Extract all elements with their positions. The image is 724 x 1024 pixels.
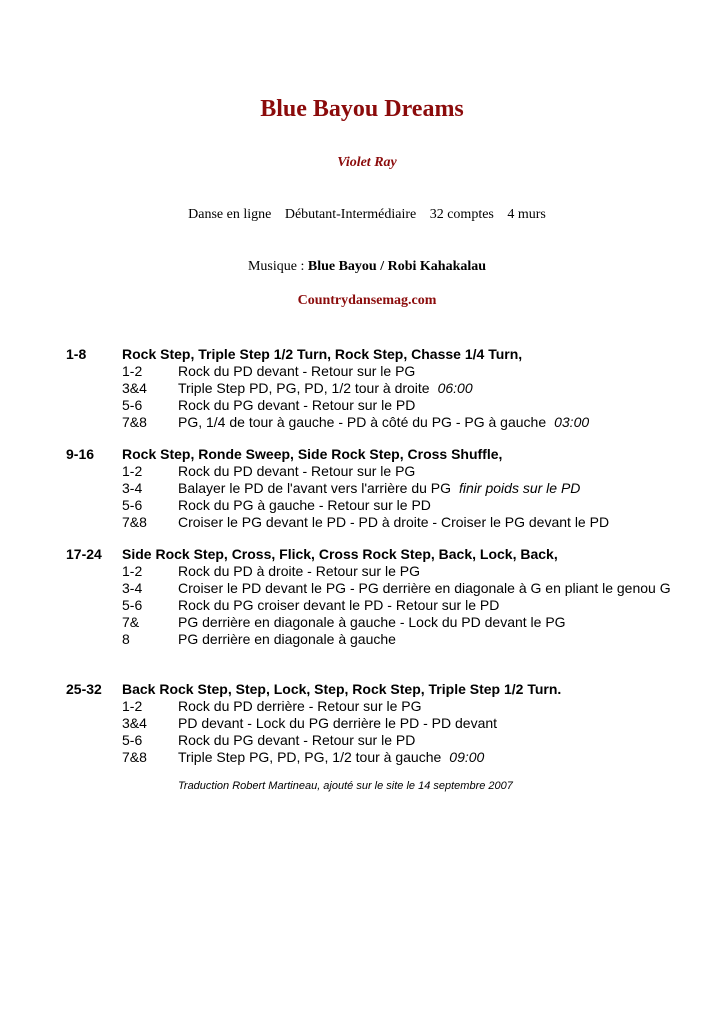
step-row [66,514,686,531]
step-note: finir poids sur le PD [459,480,581,496]
translation-credit: Traduction Robert Martineau, ajouté sur le site le 14 septembre 2007 [178,780,513,792]
section-title: Back Rock Step, Step, Lock, Step, Rock Step, Triple Step 1/2 Turn. [122,681,562,697]
section-25-32 [66,681,686,766]
step-row [66,698,686,715]
step-text: PD devant - Lock du PG derrière le PD - PD devant [178,715,498,731]
step-count: 5-6 [122,397,143,413]
section-heading [66,681,686,698]
step-text: PG, 1/4 de tour à gauche - PD à côté du PG - PG à gauche [178,414,547,430]
document-title: Blue Bayou Dreams [260,96,464,122]
music-line [0,259,724,275]
step-count: 3-4 [122,580,143,596]
section-17-24 [66,546,686,648]
step-count: 3&4 [122,715,147,731]
dance-walls: 4 murs [507,207,546,222]
section-counts: 17-24 [66,546,102,562]
site-name: Countrydansemag.com [297,293,437,308]
step-row [66,749,686,766]
step-count: 5-6 [122,497,143,513]
step-count: 5-6 [122,597,143,613]
music-label: Musique : [247,259,305,274]
step-text: Croiser le PG devant le PD - PD à droite - Croiser le PG devant le PD [178,514,610,530]
step-direction: 06:00 [437,380,473,396]
section-counts: 1-8 [66,346,87,362]
step-direction: 03:00 [554,414,590,430]
section-title: Side Rock Step, Cross, Flick, Cross Rock Step, Back, Lock, Back, [122,546,558,562]
step-row [66,397,686,414]
step-count: 1-2 [122,698,143,714]
step-count: 1-2 [122,363,143,379]
author-name: Violet Ray [337,155,397,170]
step-text: Triple Step PG, PD, PG, 1/2 tour à gauche [178,749,442,765]
step-text: Rock du PG devant - Retour sur le PD [178,397,416,413]
step-row [66,631,686,648]
step-row [66,563,686,580]
step-row [66,480,686,497]
section-title: Rock Step, Triple Step 1/2 Turn, Rock Step, Chasse 1/4 Turn, [122,346,523,362]
step-row [66,497,686,514]
step-text: Rock du PD à droite - Retour sur le PG [178,563,420,579]
dance-info [0,207,724,223]
section-9-16 [66,446,686,531]
step-row [66,597,686,614]
step-text: Rock du PD devant - Retour sur le PG [178,363,416,379]
step-count: 8 [122,631,130,647]
dance-level: Débutant-Intermédiaire [284,207,417,222]
step-count: 1-2 [122,563,143,579]
step-count: 1-2 [122,463,143,479]
step-text: Rock du PD derrière - Retour sur le PG [178,698,422,714]
step-row [66,732,686,749]
step-text: PG derrière en diagonale à gauche [178,631,396,647]
step-count: 7&8 [122,414,147,430]
step-row [66,715,686,732]
step-count: 5-6 [122,732,143,748]
step-row [66,463,686,480]
step-text: Rock du PD devant - Retour sur le PG [178,463,416,479]
step-row [66,363,686,380]
step-row [66,380,686,397]
section-counts: 9-16 [66,446,95,462]
step-row [66,414,686,431]
step-count: 7&8 [122,749,147,765]
step-text: Rock du PG devant - Retour sur le PD [178,732,416,748]
step-row [66,614,686,631]
step-row [66,580,686,597]
step-text: Croiser le PD devant le PG - PG derrière en diagonale à G en pliant le genou G [178,580,671,596]
step-text: Balayer le PD de l'avant vers l'arrière du PG [178,480,452,496]
step-text: Triple Step PD, PG, PD, 1/2 tour à droite [178,380,430,396]
section-heading [66,446,686,463]
dance-type: Danse en ligne [188,207,272,222]
section-counts: 25-32 [66,681,102,697]
dance-counts: 32 comptes [429,207,494,222]
section-title: Rock Step, Ronde Sweep, Side Rock Step, Cross Shuffle, [122,446,503,462]
section-heading [66,346,686,363]
music-value: Blue Bayou / Robi Kahakalau [307,259,487,274]
step-count: 3-4 [122,480,143,496]
step-text: Rock du PG à gauche - Retour sur le PD [178,497,431,513]
step-count: 7&8 [122,514,147,530]
step-text: PG derrière en diagonale à gauche - Lock du PD devant le PG [178,614,566,630]
step-text: Rock du PG croiser devant le PD - Retour sur le PD [178,597,500,613]
step-count: 7& [122,614,140,630]
section-heading [66,546,686,563]
step-direction: 09:00 [449,749,485,765]
step-count: 3&4 [122,380,147,396]
section-1-8 [66,346,686,431]
